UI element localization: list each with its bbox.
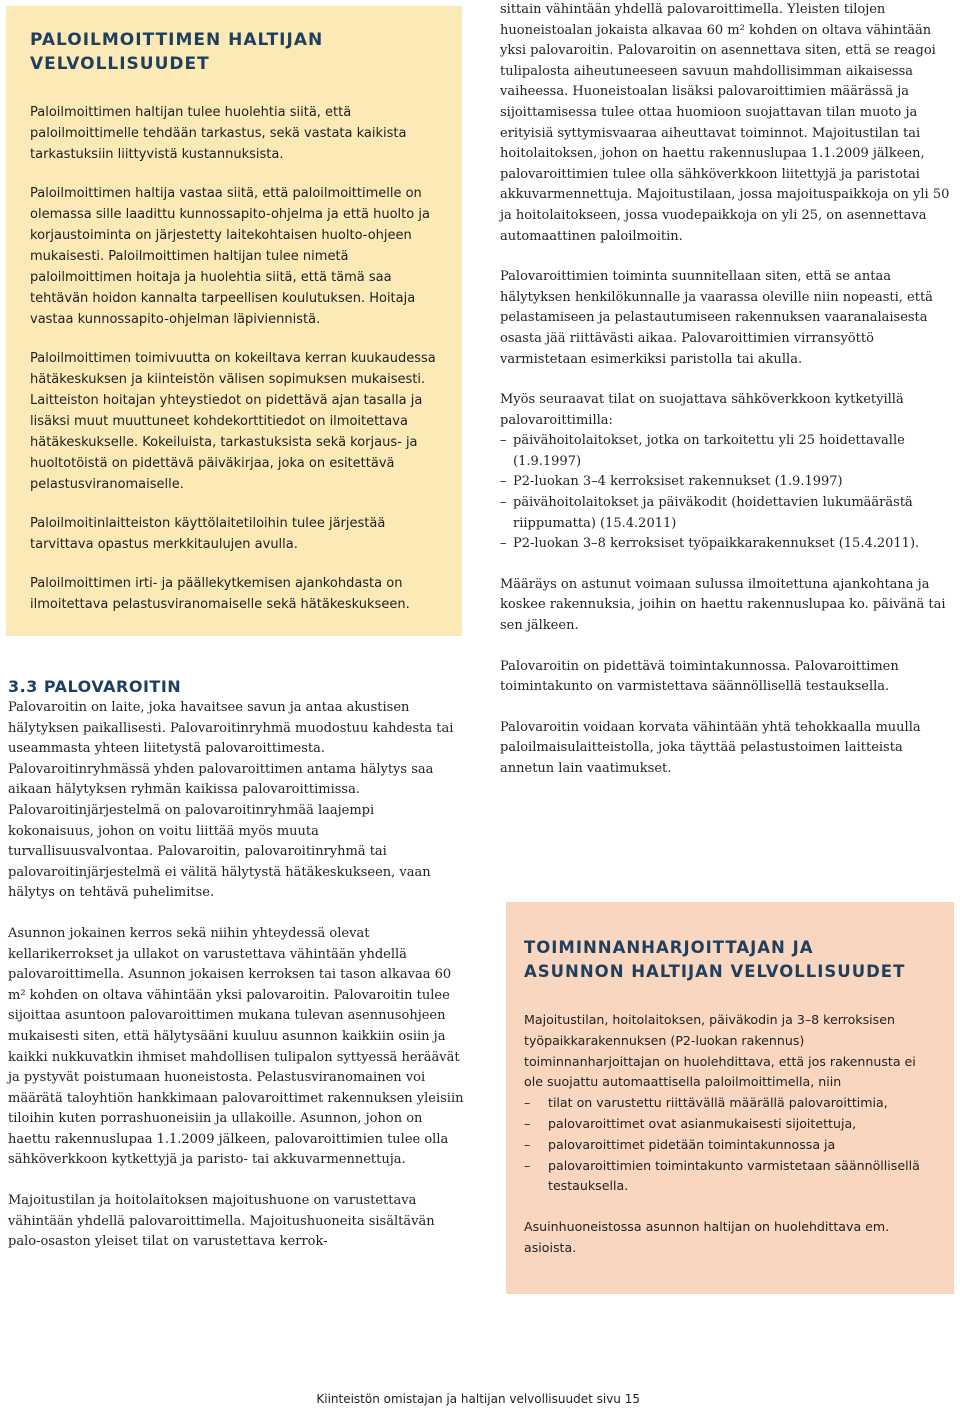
operator-duties-box (506, 902, 954, 1294)
list-item: – tilat on varustettu riittävällä määrällä palovaroittimia, (524, 1093, 932, 1114)
operator-duties-list (524, 1093, 932, 1197)
owner-duties-paragraph: Paloilmoittimen irti- ja päällekytkemisen ajankohdasta on ilmoitettava pelastusviranomaiselle sekä hätäkeskukseen. (30, 576, 410, 612)
list-item: – palovaroittimet pidetään toimintakunnossa ja (524, 1135, 932, 1156)
list-item: – palovaroittimet ovat asianmukaisesti sijoitettuja, (524, 1114, 932, 1135)
owner-duties-title: PALOILMOITTIMEN HALTIJAN VELVOLLISUUDET (30, 30, 324, 74)
body-paragraph: Myös seuraavat tilat on suojattava sähköverkkoon kytketyillä palovaroittimilla: (500, 392, 904, 428)
body-paragraph: Palovaroittimien toiminta suunnitellaan siten, että se antaa hälytyksen henkilökunnalle ja vaarassa oleville niin nopeasti, että pelastamiseen ja pelastautumiseen rakennuksen vaaranalaisesta osasta jää riittävästi aikaa. Palovaroittimien virransyöttö varmistetaan esimerkiksi paristolla tai akulla. (500, 269, 933, 367)
right-column-text (500, 0, 952, 780)
section-smoke-alarm (8, 676, 464, 1253)
section-heading: 3.3 PALOVAROITIN (8, 677, 182, 696)
body-paragraph: Määräys on astunut voimaan sulussa ilmoitettuna ajankohtana ja koskee rakennuksia, joihin on haettu rakennuslupaa ko. päivänä tai sen jälkeen. (500, 576, 946, 634)
section-paragraph: Majoitustilan ja hoitolaitoksen majoitushuone on varustettava vähintään yhdellä palovaroittimella. Majoitushuoneita sisältävän palo-osaston yleiset tilat on varustettava kerrok- (8, 1193, 435, 1250)
section-paragraph: Asunnon jokainen kerros sekä niihin yhteydessä olevat kellarikerrokset ja ullakot on varustettava vähintään yhdellä palovaroittimella. Asunnon jokaisen kerroksen tai tason alkavaa 60 m² kohden on oltava vähintään yksi palovaroitin. Palovaroitin tulee sijoittaa asuntoon palovaroittimen mukana tulevan asennusohjeen mukaisesti siten, että hälytysääni kuuluu asunnon kaikkiin osiin ja kaikki nukkuvatkin ihmiset mahdollisen tulipalon syttyessä heräävät ja pystyvät poistumaan huoneistosta. Pelastusviranomainen voi määrätä taloyhtiön hankkimaan palovaroittimet rakennuksen yleisiin tiloihin kuten porrashuoneisiin ja ullakoille. Asunnon, johon on haettu rakennuslupaa 1.1.2009 jälkeen, palovaroittimien tulee olla sähköverkkoon kytkettyjä ja paristo- tai akkuvarmennettuja. (8, 925, 464, 1168)
operator-duties-intro: Majoitustilan, hoitolaitoksen, päiväkodin ja 3–8 kerroksisen työpaikkarakennuksen (P2-luokan rakennus) toiminnanharjoittajan on huolehdittava, että jos rakennusta ei ole suojattu automaattisella paloilmoittimella, niin (524, 1012, 916, 1090)
body-paragraph: Palovaroitin voidaan korvata vähintään yhtä tehokkaalla muulla paloilmaisulaitteistolla, joka täyttää pelastustoimen laitteista annetun lain vaatimukset. (500, 719, 921, 776)
owner-duties-paragraph: Paloilmoittimen haltija vastaa siitä, että paloilmoittimelle on olemassa sille laadittu kunnossapito-ohjelma ja että huolto ja korjaustoiminta on järjestetty laitekohtaisen huolto-ohjeen mukaisesti. Paloilmoittimen haltijan tulee nimetä paloilmoittimen hoitaja ja huolehtia siitä, että tämä saa tehtävän hoidon kannalta tarpeellisen koulutuksen. Hoitaja vastaa kunnossapito-ohjelman läpiviennistä. (30, 186, 430, 327)
owner-duties-paragraph: Paloilmoittimen haltijan tulee huolehtia siitä, että paloilmoittimelle tehdään tarkastus, sekä vastata kaikista tarkastuksiin liittyvistä kustannuksista. (30, 105, 407, 162)
body-paragraph: sittain vähintään yhdellä palovaroittimella. Yleisten tilojen huoneistoalan jokaista alkavaa 60 m² kohden on oltava vähintään yksi palovaroitin. Palovaroitin on asennettava siten, että se reagoi tulipalosta aiheutuneeseen savuun mahdollisimman aikaisessa vaiheessa. Huoneistoalan lisäksi palovaroittimien määrässä ja sijoittamisessa tulee ottaa huomioon suojattavan tilan muoto ja erityisiä syttymisvaaraa aiheuttavat toiminnot. Majoitustilan tai hoitolaitoksen, johon on haettu rakennuslupaa 1.1.2009 jälkeen, palovaroittimien tulee olla sähköverkkoon liitettyjä ja paristotai akkuvarmennettuja. Majoitustilaan, jossa majoituspaikkoja on yli 50 ja hoitolaitokseen, jossa vuodepaikkoja on yli 25, on asennettava automaattinen paloilmoitin. (500, 2, 950, 244)
list-item: – palovaroittimien toimintakunto varmistetaan säännöllisellä testauksella. (524, 1156, 932, 1198)
owner-duties-paragraph: Paloilmoittimen toimivuutta on kokeiltava kerran kuukaudessa hätäkeskuksen ja kiinteistön välisen sopimuksen mukaisesti. Laitteiston hoitajan yhteystiedot on pidettävä ajan tasalla ja lisäksi muut muuttuneet kohdekorttitiedot on ilmoitettava hätäkeskukselle. Kokeiluista, tarkastuksista sekä korjaus- ja huoltotöistä on pidettävä päiväkirjaa, joka on esitettävä pelastusviranomaiselle. (30, 351, 436, 492)
list-item: – päivähoitolaitokset ja päiväkodit (hoidettavien lukumäärästä riippumatta) (15.4.2011) (500, 493, 952, 534)
list-item: – P2-luokan 3–8 kerroksiset työpaikkarakennukset (15.4.2011). (500, 534, 952, 555)
section-paragraph: Palovaroitin on laite, joka havaitsee savun ja antaa akustisen hälytyksen paikallisesti. Palovaroitinryhmä muodostuu kahdesta tai useammasta yhteen liitetystä palovaroittimesta. Palovaroitinryhmässä yhden palovaroittimen antama hälytys saa aikaan hälytyksen ryhmän kaikissa palovaroittimissa. Palovaroitinjärjestelmä on palovaroitinryhmää laajempi kokonaisuus, johon on voitu liittää myös muuta turvallisuusvalvontaa. Palovaroitin, palovaroitinryhmä tai palovaroitinjärjestelmä ei välitä hälytystä hätäkeskukseen, vaan hälytys on tehtävä puhelimitse. (8, 700, 454, 901)
list-item: – päivähoitolaitokset, jotka on tarkoitettu yli 25 hoidettavalle (1.9.1997) (500, 431, 952, 472)
owner-duties-paragraph: Paloilmoitinlaitteiston käyttölaitetiloihin tulee järjestää tarvittava opastus merkkitaulujen avulla. (30, 516, 386, 552)
page-footer: Kiinteistön omistajan ja haltijan velvollisuudet sivu 15 (316, 1392, 640, 1406)
owner-duties-box (6, 6, 462, 636)
body-paragraph: Palovaroitin on pidettävä toimintakunnossa. Palovaroittimen toimintakunto on varmistettava säännöllisellä testauksella. (500, 658, 899, 695)
operator-duties-outro: Asuinhuoneistossa asunnon haltijan on huolehdittava em. asioista. (524, 1219, 890, 1255)
operator-duties-title: TOIMINNANHARJOITTAJAN JA ASUNNON HALTIJAN VELVOLLISUUDET (524, 938, 906, 981)
protected-spaces-list (500, 431, 952, 555)
list-item: – P2-luokan 3–4 kerroksiset rakennukset (1.9.1997) (500, 472, 952, 493)
